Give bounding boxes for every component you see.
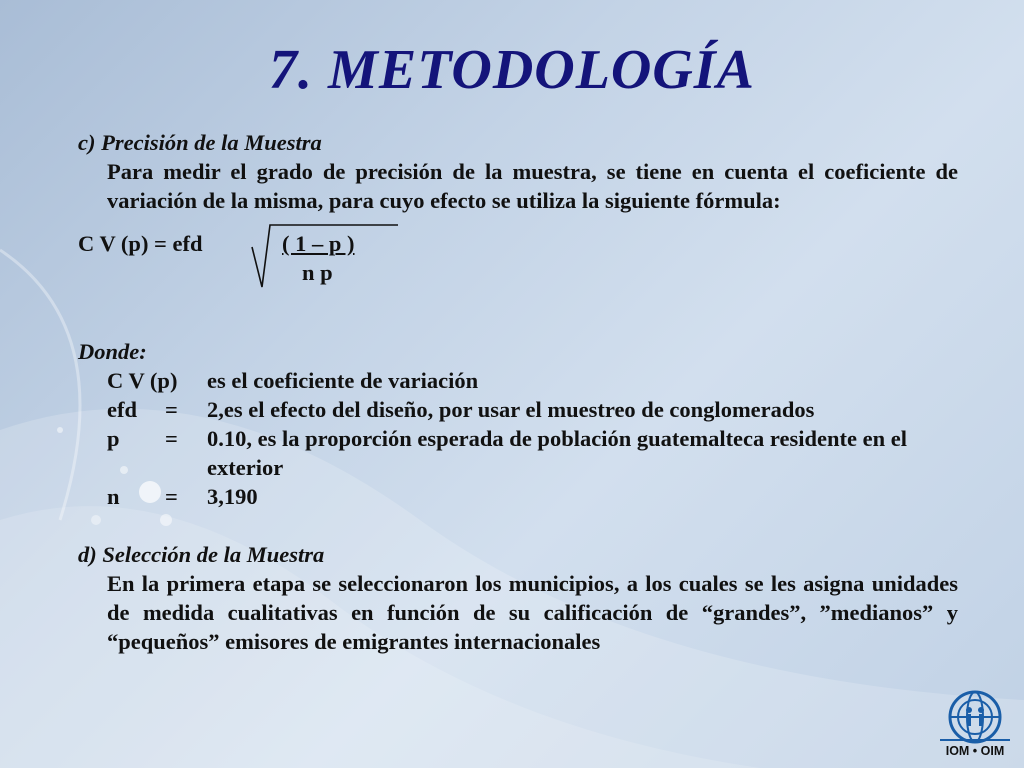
iom-logo bbox=[936, 690, 1014, 764]
definition-symbol: efd bbox=[107, 397, 137, 422]
slide-content bbox=[78, 128, 958, 656]
definition-symbol: C V (p) bbox=[107, 368, 178, 393]
definition-symbol: p bbox=[107, 426, 120, 451]
definition-equals: = bbox=[165, 397, 178, 422]
definition-value: 0.10, es la proporción esperada de población guatemalteca residente en el exterior bbox=[207, 426, 907, 480]
definition-equals: = bbox=[165, 426, 178, 451]
section-c-heading: c) Precisión de la Muestra bbox=[78, 130, 322, 155]
definition-value: 3,190 bbox=[207, 484, 258, 509]
definition-symbol: n bbox=[107, 484, 120, 509]
definition-row bbox=[78, 482, 958, 511]
iom-globe-logo-icon bbox=[936, 690, 1014, 744]
formula-lhs: C V (p) = efd bbox=[78, 231, 203, 256]
definition-row bbox=[78, 395, 958, 424]
cv-formula bbox=[78, 229, 958, 317]
donde-label: Donde: bbox=[78, 339, 147, 364]
definition-value: es el coeficiente de variación bbox=[207, 368, 479, 393]
section-c-paragraph: Para medir el grado de precisión de la muestra, se tiene en cuenta el coeficiente de variación de la misma, para cuyo efecto se utiliza la siguiente fórmula: bbox=[107, 159, 958, 213]
definition-row bbox=[78, 424, 958, 482]
slide-title: 7. METODOLOGÍA bbox=[269, 39, 755, 101]
formula-denominator: n p bbox=[302, 260, 333, 285]
definition-value: 2,es el efecto del diseño, por usar el muestreo de conglomerados bbox=[207, 397, 815, 422]
section-d-paragraph: En la primera etapa se seleccionaron los municipios, a los cuales se les asigna unidades de medida cualitativas en función de su calificación de “grandes”, ”medianos” y “pequeños” emisores de emigrantes internacionales bbox=[107, 571, 958, 654]
section-d-heading: d) Selección de la Muestra bbox=[78, 542, 325, 567]
formula-numerator: ( 1 – p ) bbox=[282, 231, 355, 256]
iom-logo-text: IOM • OIM bbox=[945, 744, 1005, 758]
definition-equals: = bbox=[165, 484, 178, 509]
definition-row bbox=[78, 366, 958, 395]
